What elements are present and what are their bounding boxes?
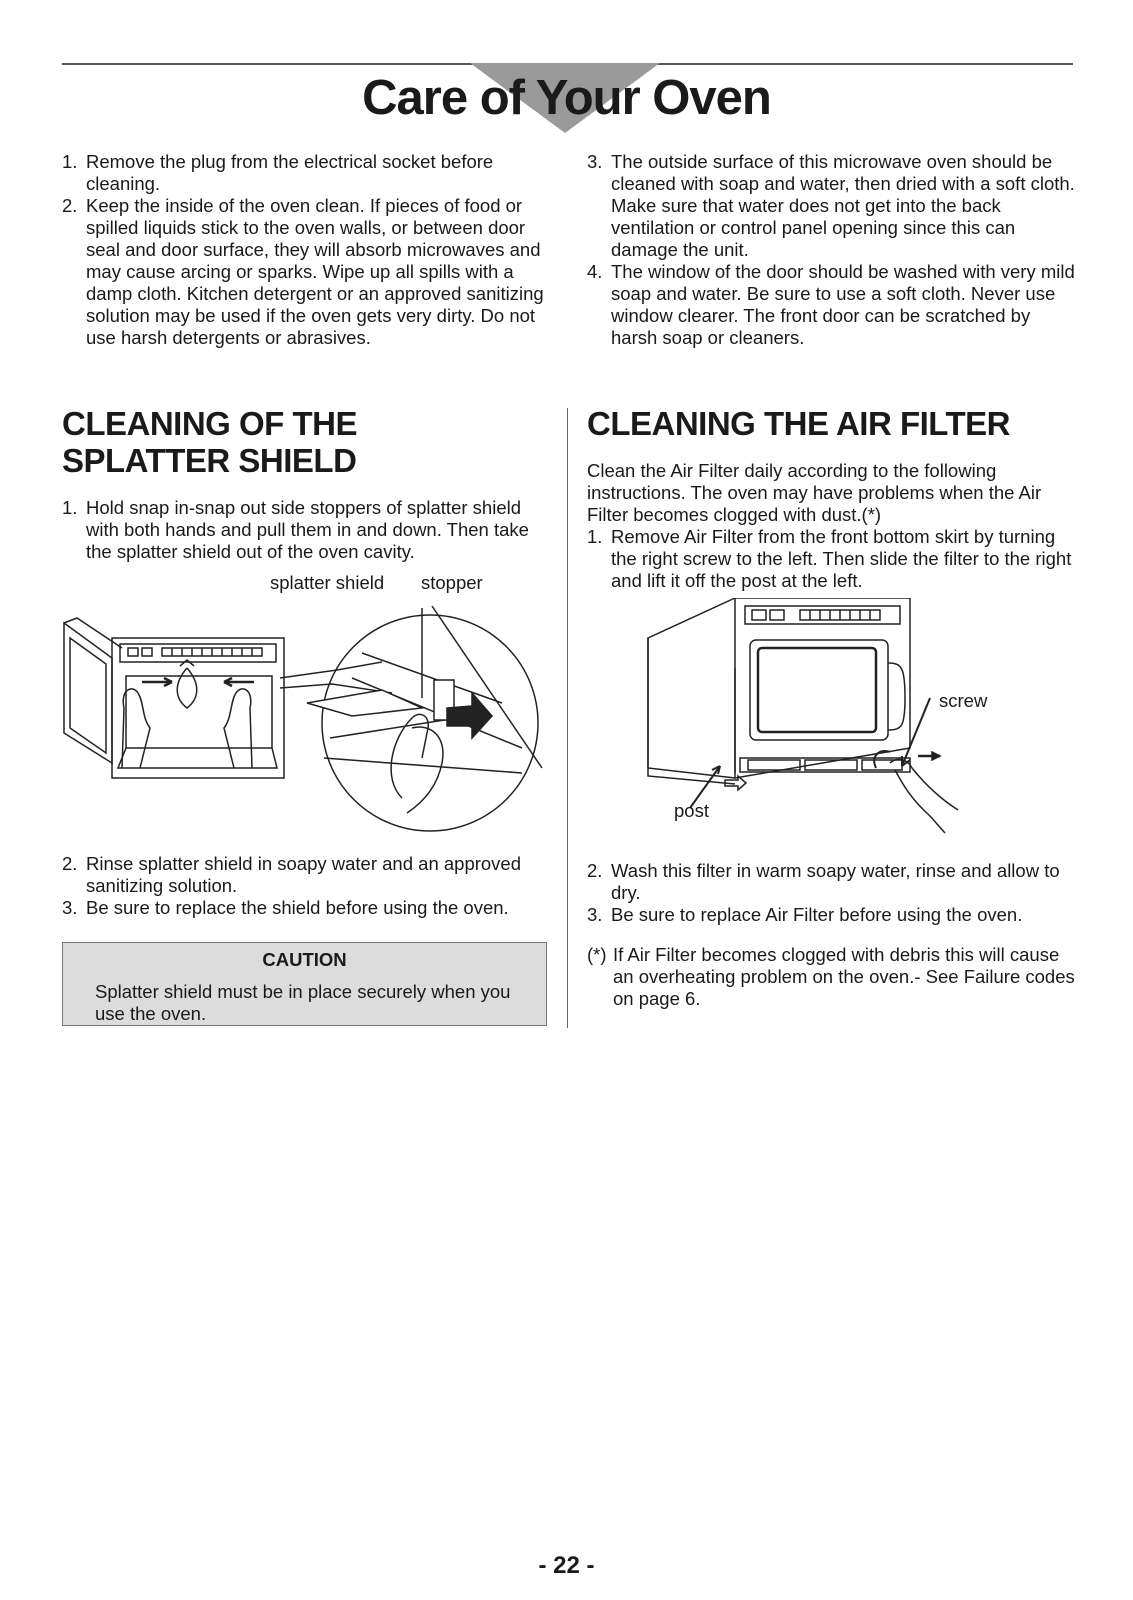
splatter-step1 bbox=[62, 497, 547, 563]
caution-box bbox=[62, 942, 547, 1026]
list-item: 3. The outside surface of this microwave oven should be cleaned with soap and water, then dried with a soft cloth. Make sure that water does not get into the back ventilation or control panel opening since this can damage the unit. bbox=[587, 151, 1075, 260]
air-filter-heading: CLEANING THE AIR FILTER bbox=[587, 405, 1010, 442]
label-screw: screw bbox=[939, 690, 988, 711]
intro-list-right bbox=[587, 151, 1077, 349]
air-filter-steps-after bbox=[587, 860, 1077, 926]
label-splatter-shield: splatter shield bbox=[270, 572, 385, 593]
caution-text: Splatter shield must be in place securely when you use the oven. bbox=[95, 981, 511, 1024]
page-title: Care of Your Oven bbox=[362, 71, 771, 125]
list-item: 2. Keep the inside of the oven clean. If pieces of food or spilled liquids stick to the oven walls, or between door seal and door surface, they will absorb microwaves and may cause arcing or sparks. Wipe up all spills with a damp cloth. Kitchen detergent or an approved sanitizing solution may be used if the oven gets very dirty. Do not use harsh detergents or abrasives. bbox=[62, 195, 544, 348]
list-item: 2. Rinse splatter shield in soapy water and an approved sanitizing solution. bbox=[62, 853, 522, 896]
list-item: (*) If Air Filter becomes clogged with debris this will cause an overheating problem on the oven.- See Failure codes on page 6. bbox=[587, 944, 1075, 1009]
label-stopper: stopper bbox=[421, 572, 483, 593]
caution-title: CAUTION bbox=[262, 949, 347, 970]
intro-list-left bbox=[62, 151, 547, 349]
air-filter-note bbox=[587, 944, 1077, 1010]
list-item: 2. Wash this filter in warm soapy water, rinse and allow to dry. bbox=[587, 860, 1060, 903]
list-item: 3. Be sure to replace the shield before using the oven. bbox=[62, 897, 509, 918]
list-item: 4. The window of the door should be washed with very mild soap and water. Be sure to use a soft cloth. Never use window clearer. The front door can be scratched by harsh soap or cleaners. bbox=[587, 261, 1075, 348]
list-item: 1. Remove Air Filter from the front bottom skirt by turning the right screw to the left. Then slide the filter to the right and lift it off the post at the left. bbox=[587, 526, 1072, 591]
air-filter-intro: Clean the Air Filter daily according to the following instructions. The oven may have problems when the Air Filter becomes clogged with dust.(*) bbox=[587, 460, 1042, 525]
column-divider bbox=[567, 408, 568, 1028]
page-number: - 22 - bbox=[538, 1552, 595, 1579]
splatter-steps-after bbox=[62, 853, 547, 919]
list-item: 3. Be sure to replace Air Filter before using the oven. bbox=[587, 904, 1023, 925]
air-filter-step1 bbox=[587, 526, 1077, 592]
label-post: post bbox=[674, 800, 709, 821]
list-item: 1. Remove the plug from the electrical socket before cleaning. bbox=[62, 151, 494, 194]
list-item: 1. Hold snap in-snap out side stoppers of splatter shield with both hands and pull them in and down. Then take the splatter shield out of the oven cavity. bbox=[62, 497, 529, 562]
splatter-shield-illustration bbox=[62, 598, 552, 863]
splatter-heading: CLEANING OF THE SPLATTER SHIELD bbox=[62, 405, 357, 479]
